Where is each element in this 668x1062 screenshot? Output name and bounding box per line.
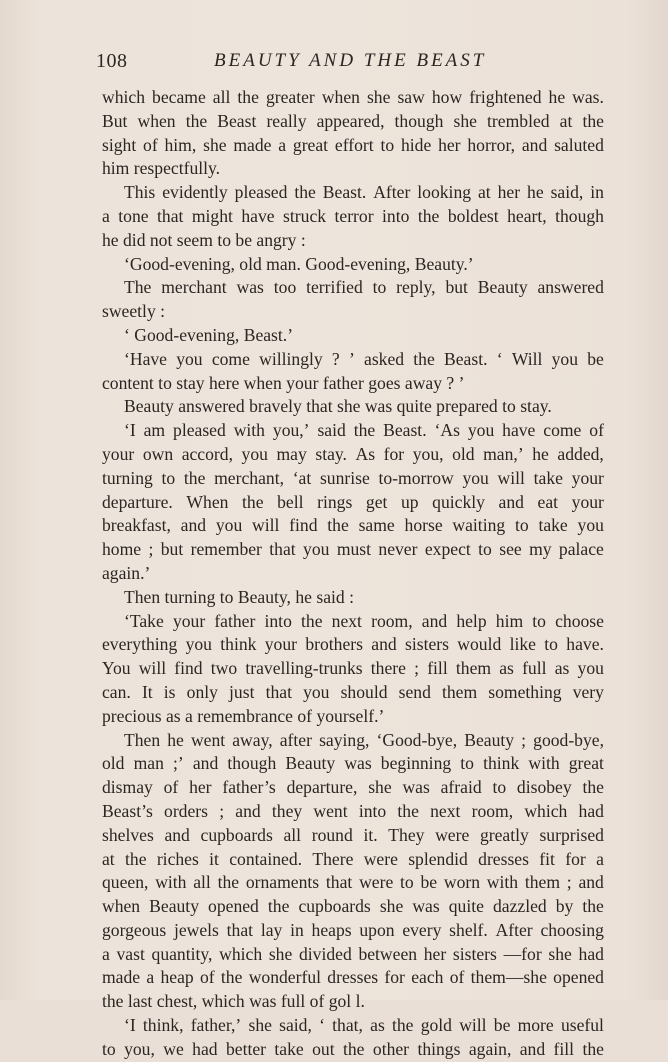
text-line: Beauty answered bravely that she was quite prepared to stay. — [124, 396, 552, 417]
text-line: queen, with all the ornaments that were to be worn with them ; and — [102, 872, 604, 893]
text-line: Then he went away, after saying, ‘Good-bye, Beauty ; good-bye, — [124, 729, 604, 750]
text-line: The merchant was too terrified to reply, but Beauty answered — [124, 277, 604, 298]
text-line: ‘Take your father into the next room, and help him to choose — [124, 610, 604, 631]
text-line: can. It is only just that you should send them something very — [102, 681, 604, 702]
text-line: at the riches it contained. There were splendid dresses fit for a — [102, 848, 604, 869]
text-line: This evidently pleased the Beast. After looking at her he said, in — [124, 182, 604, 203]
text-line: content to stay here when your father goes away ? ’ — [102, 372, 465, 393]
text-line: a tone that might have struck terror into the boldest heart, though — [102, 205, 604, 226]
text-line: the last chest, which was full of gol l. — [102, 991, 365, 1012]
page-number: 108 — [96, 50, 128, 72]
text-line: sweetly : — [102, 301, 166, 322]
text-line: gorgeous jewels that lay in heaps upon every shelf. After choosing — [102, 919, 604, 940]
text-line: Beast’s orders ; and they went into the next room, which had — [102, 800, 604, 821]
text-line: to you, we had better take out the other things again, and fill the — [102, 1038, 604, 1059]
text-line: ‘I am pleased with you,’ said the Beast. ‘As you have come of — [124, 420, 604, 441]
text-line: which became all the greater when she saw how frightened he was. — [102, 87, 604, 107]
text-line: precious as a remembrance of yourself.’ — [102, 705, 385, 726]
text-line: departure. When the bell rings get up quickly and eat your — [102, 491, 604, 512]
text-line: he did not seem to be angry : — [102, 229, 306, 250]
text-line: ‘Good-evening, old man. Good-evening, Beauty.’ — [124, 253, 474, 274]
text-line: turning to the merchant, ‘at sunrise to-morrow you will take your — [102, 467, 604, 488]
text-line: again.’ — [102, 562, 151, 583]
text-line: ‘ Good-evening, Beast.’ — [124, 324, 294, 345]
text-line: a vast quantity, which she divided between her sisters —for she had — [102, 943, 604, 964]
text-line: shelves and cupboards all round it. They were greatly surprised — [102, 824, 604, 845]
running-title: BEAUTY AND THE BEAST — [214, 50, 487, 71]
text-line: sight of him, she made a great effort to hide her horror, and saluted — [102, 134, 604, 155]
text-line: everything you think your brothers and sisters would like to have. — [102, 634, 604, 655]
text-line: But when the Beast really appeared, though she trembled at the — [102, 110, 604, 131]
text-line: breakfast, and you will find the same horse waiting to take you — [102, 515, 604, 536]
text-line: when Beauty opened the cupboards she was quite dazzled by the — [102, 896, 604, 917]
text-line: old man ;’ and though Beauty was beginning to think with great — [102, 753, 604, 774]
body-text — [102, 86, 604, 1062]
text-line: ‘I think, father,’ she said, ‘ that, as the gold will be more useful — [124, 1015, 604, 1036]
text-line: him respectfully. — [102, 158, 221, 179]
text-line: You will find two travelling-trunks there ; fill them as full as you — [102, 658, 604, 679]
text-line: dismay of her father’s departure, she was afraid to disobey the — [102, 777, 604, 798]
page-header — [96, 50, 606, 76]
text-line: home ; but remember that you must never expect to see my palace — [102, 539, 604, 560]
text-line: made a heap of the wonderful dresses for each of them—she opened — [102, 967, 604, 988]
text-line: Then turning to Beauty, he said : — [124, 586, 354, 607]
text-line: ‘Have you come willingly ? ’ asked the Beast. ‘ Will you be — [124, 348, 604, 369]
text-line: your own accord, you may stay. As for you, old man,’ he added, — [102, 443, 604, 464]
